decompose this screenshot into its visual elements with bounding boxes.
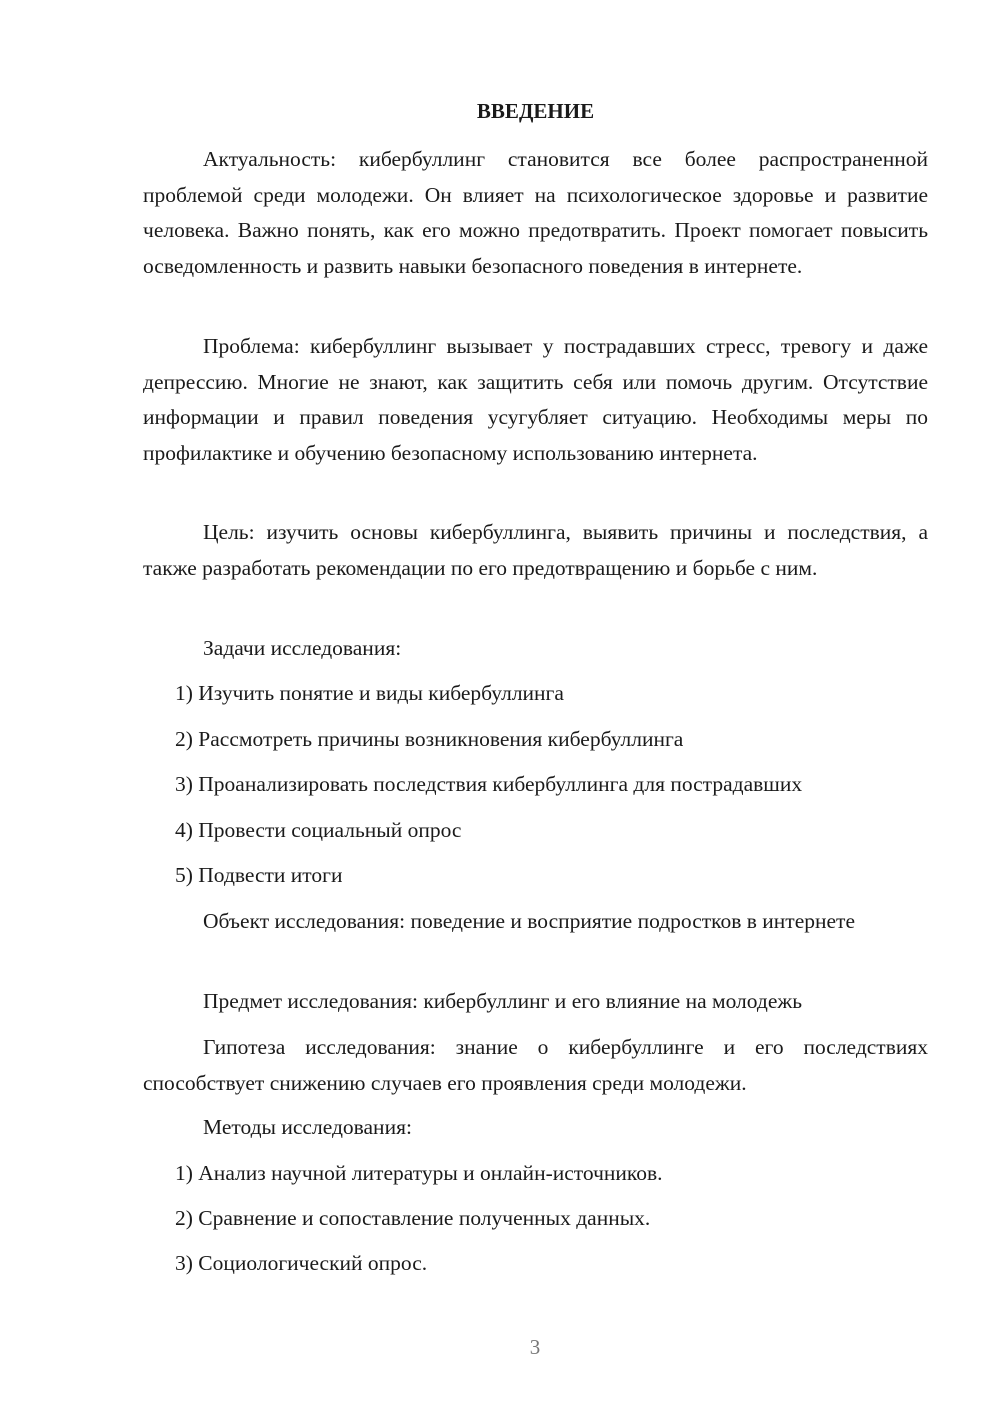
task-item: 4) Провести социальный опрос (175, 818, 462, 842)
paragraph-hypothesis: Гипотеза исследования: знание о кибербуллинге и его последствиях способствует снижению случаев его проявления среди молодежи. (143, 1035, 928, 1095)
method-item: 2) Сравнение и сопоставление полученных данных. (175, 1206, 651, 1230)
task-item: 2) Рассмотреть причины возникновения кибербуллинга (175, 727, 684, 751)
task-item: 3) Проанализировать последствия кибербуллинга для пострадавших (175, 772, 803, 796)
paragraph-subject: Предмет исследования: кибербуллинг и его влияние на молодежь (203, 989, 803, 1013)
paragraph-object: Объект исследования: поведение и восприятие подростков в интернете (203, 909, 855, 933)
task-item: 1) Изучить понятие и виды кибербуллинга (175, 681, 564, 705)
method-item: 1) Анализ научной литературы и онлайн-источников. (175, 1161, 663, 1185)
section-title: ВВЕДЕНИЕ (476, 99, 595, 123)
methods-heading: Методы исследования: (203, 1115, 412, 1139)
tasks-heading: Задачи исследования: (203, 636, 402, 660)
page-number: 3 (529, 1335, 541, 1359)
method-item: 3) Социологический опрос. (175, 1251, 428, 1275)
paragraph-goal: Цель: изучить основы кибербуллинга, выявить причины и последствия, а также разработать рекомендации по его предотвращению и борьбе с ним. (143, 520, 928, 580)
paragraph-problem: Проблема: кибербуллинг вызывает у пострадавших стресс, тревогу и даже депрессию. Многие не знают, как защитить себя или помочь другим. Отсутствие информации и правил поведения усугубляет ситуацию. Необходимы меры по профилактике и обучению безопасному использованию интернета. (143, 334, 928, 465)
task-item: 5) Подвести итоги (175, 863, 343, 887)
paragraph-relevance: Актуальность: кибербуллинг становится все более распространенной проблемой среди молодежи. Он влияет на психологическое здоровье и развитие человека. Важно понять, как его можно предотвратить. Проект помогает повысить осведомленность и развить навыки безопасного поведения в интернете. (143, 147, 928, 278)
